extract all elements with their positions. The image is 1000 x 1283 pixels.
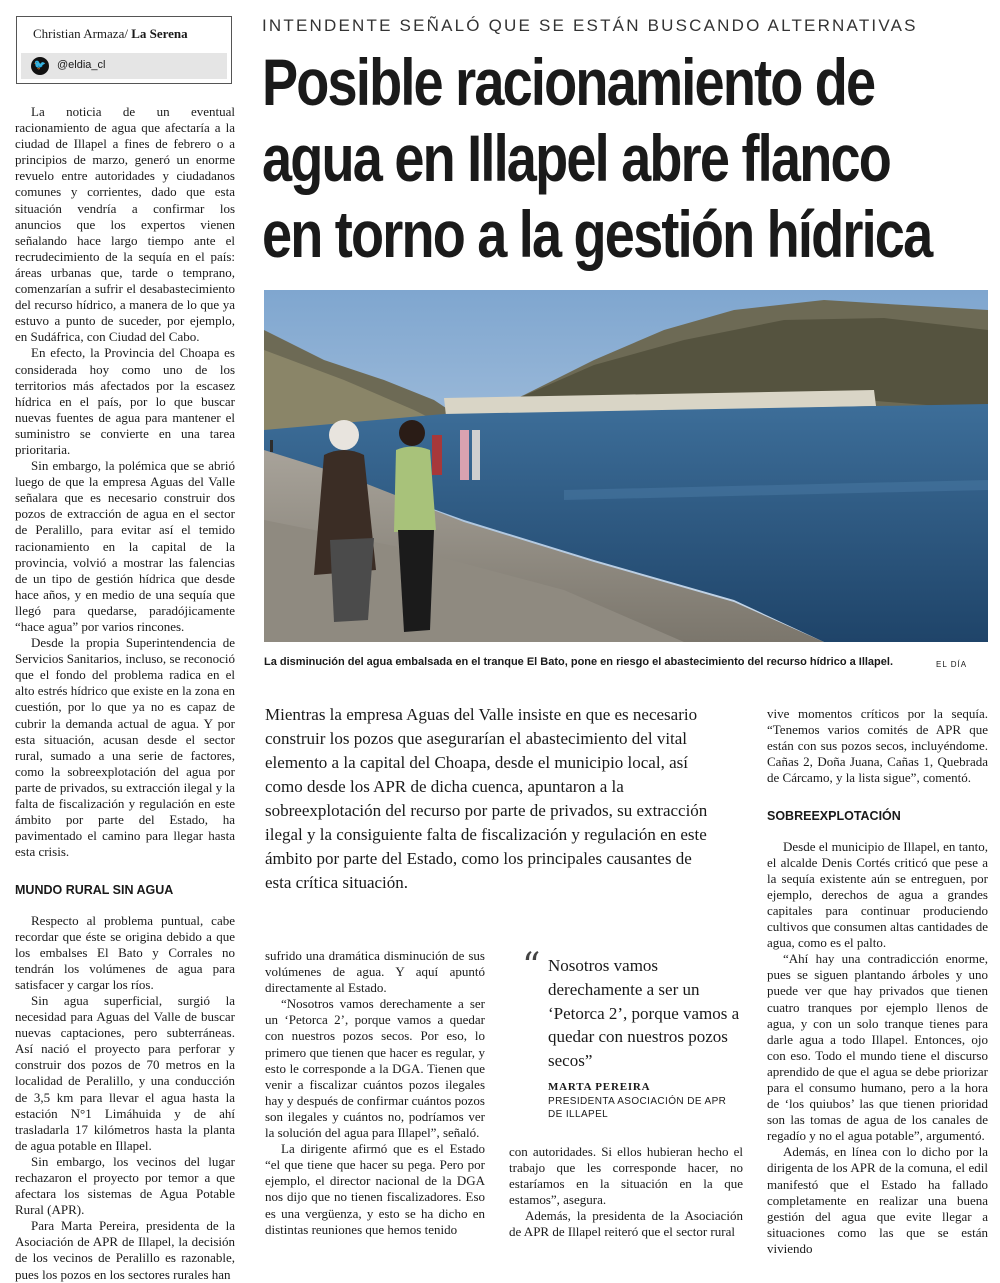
paragraph: vive momentos críticos por la sequía. “Tenemos varios comités de APR que están con sus pozos secos, incluyéndome. Cañas 2, Doña Juana, Cañas 1, Quebrada de Cárcamo, y la lista sigue”, comentó. [767,706,988,786]
quote-author-role: PRESIDENTA ASOCIACIÓN DE APR DE ILLAPEL [548,1095,727,1120]
byline-box [16,16,232,84]
paragraph: En efecto, la Provincia del Choapa es considerada hoy como uno de los territorios más afectados por la escasez hídrica en el país, por lo que buscar nuevas fuentes de agua para mantener el suministro se convierte en una tarea prioritaria. [15,345,235,457]
paragraph: Sin embargo, los vecinos del lugar rechazaron el proyecto por temor a que afectara los sistemas de Agua Potable Rural (APR). [15,1153,235,1218]
kicker: INTENDENTE SEÑALÓ QUE SE ESTÁN BUSCANDO ALTERNATIVAS [262,16,918,35]
headline-line-2: agua en Illapel abre flanco [262,121,891,195]
paragraph: Para Marta Pereira, presidenta de la Asociación de APR de Illapel, la decisión de los vecinos de Peralillo es razonable, pues los pozos en los sectores rurales han [15,1218,235,1282]
paragraph: Desde el municipio de Illapel, en tanto, el alcalde Denis Cortés criticó que pese a la sequía existente aún se entreguen, por ejemplo, derechos de agua a grandes capitales para continuar produciendo cultivos que consumen altas cantidades de agua, como es el palto. [767,838,988,951]
author-name: Christian Armaza/ [33,26,128,41]
byline [33,26,188,42]
column-3 [509,1144,743,1241]
subhead-mundo-rural: MUNDO RURAL SIN AGUA [15,883,174,898]
lead-paragraph: Mientras la empresa Aguas del Valle insiste en que es necesario construir los pozos que asegurarían el abastecimiento del vital elemento a la capital del Choapa, desde el municipio local, así como desde los APR de dicha cuenca, apuntaron a la sobreexplotación del recurso por parte de privados, su extracción ilegal y la consiguiente falta de fiscalización y regulación en este ámbito por parte del Estado, como los principales causantes de esta crítica situación. [265,705,708,892]
column-2 [265,948,485,1238]
paragraph: Además, la presidenta de la Asociación de APR de Illapel reiteró que el sector rural [509,1208,743,1240]
paragraph: Sin embargo, la polémica que se abrió luego de que la empresa Aguas del Valle señalara que es necesario construir dos pozos de extracción de agua en el sector de Peralillo, para evitar así el temido racionamiento en la capital de la provincia, volvió a mostrar las falencias de un tipo de gestión hídrica que desde hace años, y en medio de una sequía que llegó para quedarse, paradójicamente “hace agua” por varios rincones. [15,458,235,634]
paragraph: sufrido una dramática disminución de sus volúmenes de agua. Y aquí apuntó directamente al Estado. [265,948,485,996]
column-4 [767,706,988,1257]
headline-line-1: Posible racionamiento de [262,45,875,119]
reservoir-photo-illustration [264,290,988,642]
photo-credit: EL DÍA [936,660,968,669]
reservoir-photo [264,290,988,642]
paragraph: con autoridades. Si ellos hubieran hecho el trabajo que les corresponde hacer, no estaríamos en la situación en la que estamos”, asegura. [509,1144,743,1208]
pull-quote [522,946,744,1121]
paragraph: Además, en línea con lo dicho por la dirigenta de los APR de la comuna, el edil manifestó que el Estado ha fallado completamente en realizar una buena gestión del agua que evite llegar a situaciones como las que se están viviendo [767,1144,988,1256]
subhead-sobreexplotacion: SOBREEXPLOTACIÓN [767,809,901,824]
column-1 [15,104,235,1283]
paragraph: “Ahí hay una contradicción enorme, pues se siguen plantando árboles y uno puede ver que hay privados que tienen cuatro tranques por ejemplo llenos de agua, y con un solo tranque tienes para darle agua a todo Illapel. Entonces, ojo con eso. Todo el mundo tiene el discurso aprendido de que el agua se debe priorizar para el consumo humano, pero a la hora de ‘los quiubos’ las que tienen prioridad son las tomas de agua de los canales de regadío y no el agua potable”, argumentó. [767,951,988,1144]
quote-author: MARTA PEREIRA [548,1080,651,1093]
location: La Serena [131,26,188,41]
paragraph: “Nosotros vamos derechamente a ser un ‘Petorca 2’, porque vamos a quedar con nuestros pozos secos. Por eso, lo primero que tienen que hacer es regular, y esto le corresponde a la DGA. Tienen que venir a fiscalizar cuántos pozos ilegales hay y después de confirmar cuántos pozos son ilegales y cuántos no, podríamos ver la solución del agua para Illapel”, señaló. [265,996,485,1141]
paragraph: La dirigente afirmó que es el Estado “el que tiene que hacer su pega. Pero por ejemplo, el director nacional de la DGA nos dijo que no tienen fiscalizadores. Eso es una vergüenza, y esto se ha dicho en distintas reuniones que hemos tenido [265,1141,485,1237]
social-bar [21,53,227,79]
paragraph: Respecto al problema puntual, cabe recordar que éste se origina debido a que los embalses El Bato y Corrales no tendrán los volúmenes de agua para satisfacer y cargar los ríos. [15,912,235,992]
headline-line-3: en torno a la gestión hídrica [262,197,932,271]
quote-text: Nosotros vamos derechamente a ser un ‘Petorca 2’, porque vamos a quedar con nuestros pozos secos” [548,956,740,1071]
photo-caption: La disminución del agua embalsada en el tranque El Bato, pone en riesgo el abastecimiento del recurso hídrico a Illapel. [264,656,894,668]
paragraph: La noticia de un eventual racionamiento de agua que afectaría a la ciudad de Illapel a fines de febrero o a principios de marzo, generó un enorme revuelo entre autoridades y ciudadanos comunes y corrientes, dado que esta situación vendría a confirmar los anuncios que los expertos vienen señalando hace largo tiempo ante el recrudecimiento de la sequía en el país: áreas urbanas que, tarde o temprano, comenzarían a sufrir el desabastecimiento del recurso hídrico, a manera de lo que ya estuvo a punto de suceder, por ejemplo, en Sudáfrica, con Ciudad del Cabo. [15,104,235,345]
quote-mark-icon: “ [522,946,541,987]
paragraph: Sin agua superficial, surgió la necesidad para Aguas del Valle de buscar nuevas captaciones, pero subterráneas. Así nació el proyecto para perforar y construir dos pozos de 70 metros en la localidad de Peralillo, y una conducción de 3,5 km para llevar el agua hasta la estación N°1 Limáhuida y de ahí trasladarla 17 kilómetros hasta la planta de agua potable en Illapel. [15,992,235,1153]
headline [262,44,984,272]
twitter-icon: 🐦 [31,57,49,75]
twitter-handle[interactable]: @eldia_cl [57,59,106,71]
paragraph: Desde la propia Superintendencia de Servicios Sanitarios, incluso, se reconoció que el fondo del problema radica en el alto estrés hídrico que existe en la zona en cuestión, por lo que ya no es capaz de cubrir la demanda actual de agua. Y por esta situación, acusan desde el sector rural, sumado a una serie de factores, como la sobreexplotación del agua por parte de privados, su extracción ilegal y la falta de fiscalización y regulación en este ámbito por parte del Estado, ha pavimentado el camino para llegar hasta esta crisis. [15,635,235,860]
